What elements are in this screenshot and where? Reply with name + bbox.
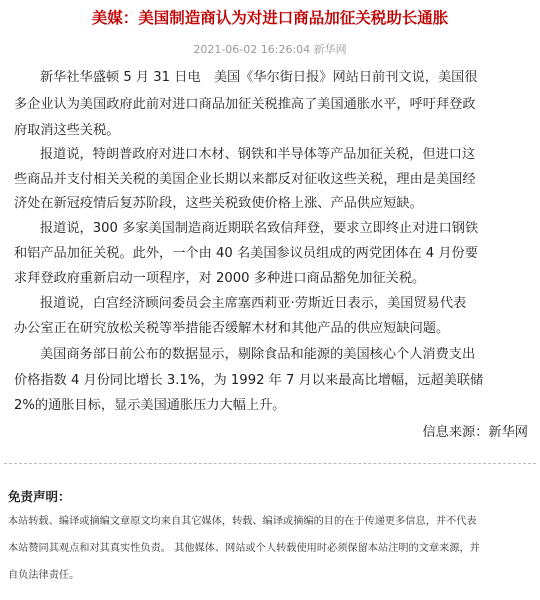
paragraph-line: 新华社华盛顿 5 月 31 日电 美国《华尔街日报》网站日前刊文说，美国很	[40, 70, 478, 85]
paragraph-line: 多企业认为美国政府此前对进口商品加征关税推高了美国通胀水平，呼吁拜登政	[14, 97, 476, 112]
paragraph-line: 价格指数 4 月份同比增长 3.1%，为 1992 年 7 月以来最高比增幅，远超美联储	[14, 373, 484, 388]
disclaimer-line: 本站赞同其观点和对其真实性负责。 其他媒体、网站或个人转载使用时必须保留本站注明的文章来源，并	[8, 543, 480, 554]
article-publisher: 新华网	[313, 43, 347, 56]
article-meta	[0, 43, 540, 57]
paragraph-line: 办公室正在研究放松关税等举措能否缓解木材和其他产品的供应短缺问题。	[14, 321, 450, 336]
paragraph-line: 美国商务部日前公布的数据显示，剔除食品和能源的美国核心个人消费支出	[40, 347, 476, 362]
paragraph-line: 报道说，300 多家美国制造商近期联名致信拜登，要求立即终止对进口钢铁	[40, 221, 479, 236]
paragraph-line: 些商品并支付相关关税的美国企业长期以来都反对征收这些关税，理由是美国经	[14, 172, 476, 187]
section-divider	[4, 463, 536, 464]
article-source: 信息来源：新华网	[422, 425, 528, 440]
disclaimer-line: 本站转载、编译或摘编文章原文均来自其它媒体，转载、编译或摘编的目的在于传递更多信息，并不代表	[8, 516, 477, 527]
paragraph-line: 和铝产品加征关税。此外，一个由 40 名美国参议员组成的两党团体在 4 月份要	[14, 246, 478, 261]
paragraph-line: 府取消这些关税。	[14, 123, 120, 138]
paragraph-line: 求拜登政府重新启动一项程序，对 2000 多种进口商品豁免加征关税。	[14, 271, 426, 286]
paragraph-line: 济处在新冠疫情后复苏阶段，这些关税致使价格上涨、产品供应短缺。	[14, 196, 423, 211]
paragraph-line: 报道说，特朗普政府对进口木材、钢铁和半导体等产品加征关税，但进口这	[40, 147, 476, 162]
disclaimer-line: 自负法律责任。	[8, 570, 80, 581]
disclaimer-title: 免责声明：	[8, 489, 71, 504]
paragraph-line: 报道说，白宫经济顾问委员会主席塞西莉亚·劳斯近日表示，美国贸易代表	[40, 296, 467, 311]
article-datetime: 2021-06-02 16:26:04	[193, 43, 311, 56]
article-title: 美媒：美国制造商认为对进口商品加征关税助长通胀	[91, 9, 449, 27]
paragraph-line: 2%的通胀目标，显示美国通胀压力大幅上升。	[14, 398, 286, 413]
